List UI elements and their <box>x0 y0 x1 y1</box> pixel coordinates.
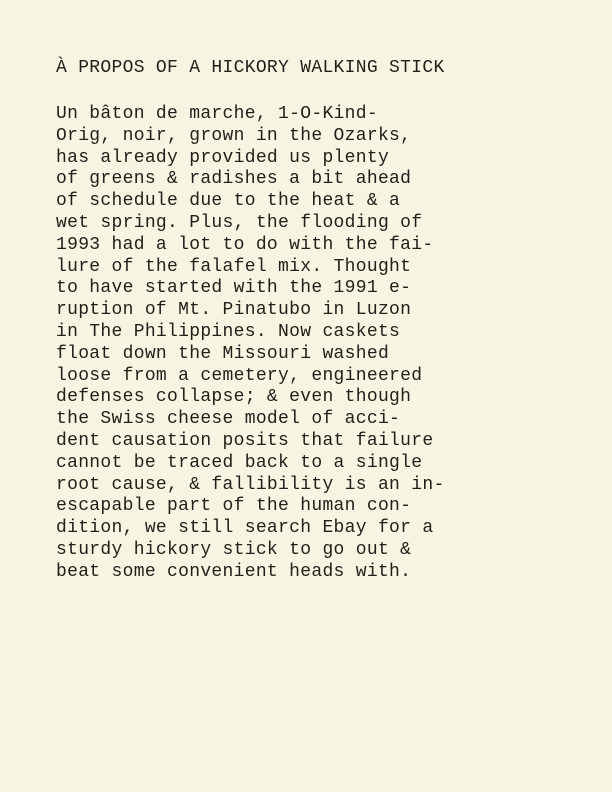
poem-line: Un bâton de marche, 1-O-Kind- <box>56 104 378 124</box>
poem-line: root cause, & fallibility is an in- <box>56 474 445 495</box>
page-title: À PROPOS OF A HICKORY WALKING STICK <box>56 58 445 78</box>
poem-line: dition, we still search Ebay for a <box>56 518 434 539</box>
poem-body <box>56 104 445 584</box>
poem-line: beat some convenient heads with. <box>56 561 412 582</box>
poem-line: ruption of Mt. Pinatubo in Luzon <box>56 300 412 321</box>
poem-line: defenses collapse; & even though <box>56 387 412 408</box>
poem-line: float down the Missouri washed <box>56 343 390 364</box>
poem-line: escapable part of the human con- <box>56 496 412 517</box>
poem-line: in The Philippines. Now caskets <box>56 321 401 342</box>
poem-line: has already provided us plenty <box>56 147 390 168</box>
poem-line: 1993 had a lot to do with the fai- <box>56 234 434 255</box>
poem-line: Orig, noir, grown in the Ozarks, <box>56 125 412 146</box>
poem-line: dent causation posits that failure <box>56 430 434 451</box>
poem-line: wet spring. Plus, the flooding of <box>56 212 423 233</box>
poem-line: the Swiss cheese model of acci- <box>56 409 401 430</box>
poem-line: of greens & radishes a bit ahead <box>56 169 412 190</box>
poem-line: to have started with the 1991 e- <box>56 278 412 299</box>
poem-line: cannot be traced back to a single <box>56 452 423 473</box>
poem-line: of schedule due to the heat & a <box>56 191 401 212</box>
poem-line: sturdy hickory stick to go out & <box>56 539 412 560</box>
poem-line: lure of the falafel mix. Thought <box>56 256 412 277</box>
poem-line: loose from a cemetery, engineered <box>56 365 423 386</box>
